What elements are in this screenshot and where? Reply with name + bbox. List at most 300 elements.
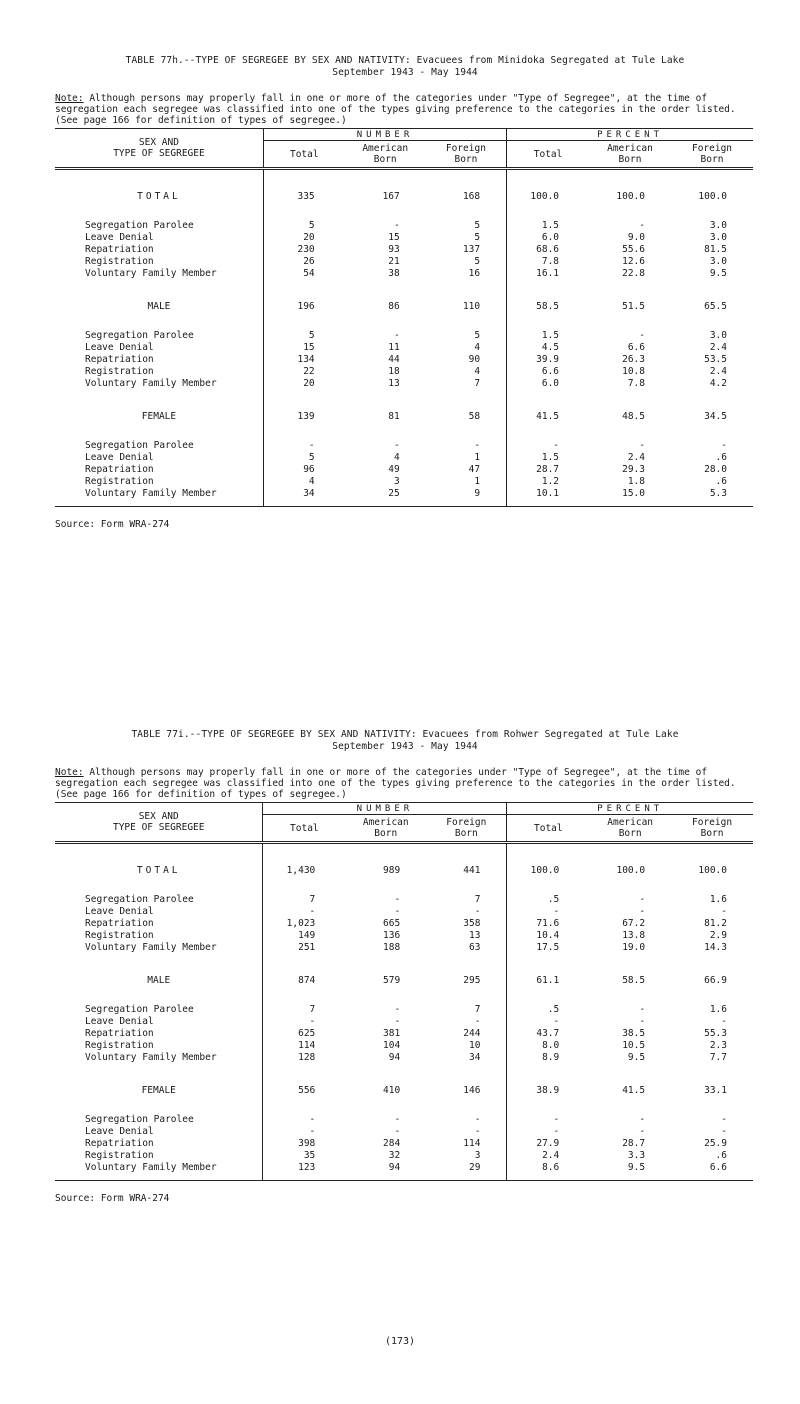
value-cell: 96 xyxy=(263,464,344,476)
table-row xyxy=(55,1040,753,1052)
value-cell: - xyxy=(639,330,645,341)
value-cell: 81.2 xyxy=(704,918,727,929)
summary-cell: 196 xyxy=(263,296,344,318)
value-cell: 134 xyxy=(263,354,344,366)
table-row xyxy=(55,1004,753,1016)
summary-cell: 295 xyxy=(463,975,481,986)
value-cell: - xyxy=(639,220,645,231)
summary-cell: 579 xyxy=(383,975,401,986)
value-cell: 19.0 xyxy=(622,942,646,953)
group-header-number: NUMBER xyxy=(263,129,506,141)
value-cell: 8.6 xyxy=(507,1162,589,1174)
value-cell: - xyxy=(639,1126,646,1137)
table-row xyxy=(55,942,753,954)
value-cell: - xyxy=(721,440,727,451)
table-row xyxy=(55,476,753,488)
table-title xyxy=(55,729,755,753)
value-cell: .6 xyxy=(715,1150,727,1161)
value-cell: 28.0 xyxy=(704,464,727,475)
summary-cell: 874 xyxy=(263,970,345,992)
source-note: Source: Form WRA-274 xyxy=(55,1193,170,1204)
value-cell: 6.0 xyxy=(507,232,589,244)
value-cell: 1.8 xyxy=(627,476,645,487)
value-cell: 251 xyxy=(263,942,345,954)
value-cell: 28.7 xyxy=(507,464,589,476)
section-row-female xyxy=(55,1080,753,1102)
value-cell: 14.3 xyxy=(704,942,727,953)
value-cell: 15 xyxy=(388,232,400,243)
value-cell: 3 xyxy=(474,1150,481,1161)
value-cell: 5 xyxy=(474,232,481,243)
section-label: TOTAL xyxy=(137,191,181,202)
value-cell: 10.5 xyxy=(622,1040,646,1051)
value-cell: 43.7 xyxy=(507,1028,589,1040)
value-cell: 665 xyxy=(383,918,401,929)
value-cell: - xyxy=(721,1114,727,1125)
table-row xyxy=(55,354,753,366)
value-cell: 67.2 xyxy=(622,918,646,929)
value-cell: 3.0 xyxy=(709,256,727,267)
value-cell: 38.5 xyxy=(622,1028,646,1039)
table-row xyxy=(55,452,753,464)
column-header-type: SEX AND TYPE OF SEGREGEE xyxy=(55,129,263,168)
value-cell: 2.4 xyxy=(709,366,727,377)
value-cell: 9.5 xyxy=(709,268,727,279)
note-text: Although persons may properly fall in one or more of the categories under "Type of Segregee", at the time of segregation each segregee was classified into one of the types giving preference to the categories in the order listed. (See page 166 for definition of types of segregee.) xyxy=(55,767,736,800)
value-cell: 16.1 xyxy=(507,268,589,280)
value-cell: 94 xyxy=(388,1162,401,1173)
table-body xyxy=(55,843,753,1181)
value-cell: 7 xyxy=(263,894,345,906)
value-cell: 81.5 xyxy=(704,244,727,255)
value-cell: 71.6 xyxy=(507,918,589,930)
value-cell: 13.8 xyxy=(622,930,646,941)
table-row xyxy=(55,906,753,918)
value-cell: 9 xyxy=(474,488,481,499)
value-cell: 4.5 xyxy=(507,342,589,354)
row-label: Repatriation xyxy=(85,1028,154,1039)
row-label: Repatriation xyxy=(85,244,154,255)
summary-cell: 100.0 xyxy=(616,191,645,202)
value-cell: 55.3 xyxy=(704,1028,727,1039)
value-cell: 7 xyxy=(474,378,481,389)
value-cell: - xyxy=(721,906,727,917)
value-cell: 381 xyxy=(383,1028,401,1039)
value-cell: 12.6 xyxy=(622,256,645,267)
value-cell: 34 xyxy=(263,488,344,500)
table-note xyxy=(55,767,755,800)
value-cell: - xyxy=(639,894,646,905)
value-cell: 6.0 xyxy=(507,378,589,390)
value-cell: 7 xyxy=(474,1004,481,1015)
value-cell: - xyxy=(507,1126,589,1138)
value-cell: 5 xyxy=(474,256,481,267)
value-cell: 20 xyxy=(263,232,344,244)
section-label: MALE xyxy=(147,975,171,986)
table-title-line1: TABLE 77h.--TYPE OF SEGREGEE BY SEX AND NATIVITY: Evacuees from Minidoka Segregated at Tule Lake xyxy=(125,55,685,66)
page-number: (173) xyxy=(384,1336,416,1347)
value-cell: 16 xyxy=(468,268,481,279)
value-cell: - xyxy=(474,1114,481,1125)
value-cell: 1 xyxy=(474,452,481,463)
row-label: Segregation Parolee xyxy=(85,440,194,451)
section-row-total xyxy=(55,186,753,208)
value-cell: 137 xyxy=(462,244,481,255)
value-cell: 34 xyxy=(468,1052,481,1063)
summary-cell: 167 xyxy=(382,191,400,202)
value-cell: 63 xyxy=(468,942,481,953)
value-cell: 398 xyxy=(263,1138,345,1150)
table-row xyxy=(55,232,753,244)
summary-cell: 100.0 xyxy=(698,191,727,202)
value-cell: 10.8 xyxy=(622,366,645,377)
value-cell: - xyxy=(721,1126,727,1137)
note-label: Note: xyxy=(55,93,84,104)
table-row xyxy=(55,220,753,232)
value-cell: 7.8 xyxy=(507,256,589,268)
value-cell: 1.2 xyxy=(507,476,589,488)
value-cell: - xyxy=(394,906,401,917)
value-cell: 13 xyxy=(388,378,400,389)
row-label: Registration xyxy=(85,1040,154,1051)
table-row xyxy=(55,440,753,452)
value-cell: 104 xyxy=(383,1040,401,1051)
summary-cell: 410 xyxy=(383,1085,401,1096)
value-cell: - xyxy=(394,1126,401,1137)
value-cell: 3.0 xyxy=(709,220,727,231)
value-cell: 20 xyxy=(263,378,344,390)
table-body xyxy=(55,169,753,507)
value-cell: 8.0 xyxy=(507,1040,589,1052)
value-cell: .6 xyxy=(715,452,727,463)
value-cell: 94 xyxy=(388,1052,401,1063)
value-cell: 22 xyxy=(263,366,344,378)
value-cell: - xyxy=(394,330,400,341)
source-note: Source: Form WRA-274 xyxy=(55,519,170,530)
value-cell: 1.5 xyxy=(507,330,589,342)
summary-cell: 38.9 xyxy=(507,1080,589,1102)
table-77h-block xyxy=(55,55,755,530)
row-label: Segregation Parolee xyxy=(85,220,194,231)
table-title-line2: September 1943 - May 1944 xyxy=(332,67,478,78)
table-row xyxy=(55,894,753,906)
value-cell: 44 xyxy=(388,354,400,365)
summary-cell: 58.5 xyxy=(507,296,589,318)
table-row xyxy=(55,1126,753,1138)
table-header xyxy=(55,129,753,169)
summary-cell: 146 xyxy=(463,1085,481,1096)
summary-cell: 58.5 xyxy=(622,975,646,986)
row-label: Segregation Parolee xyxy=(85,1114,194,1125)
value-cell: 7.7 xyxy=(709,1052,727,1063)
value-cell: 2.4 xyxy=(709,342,727,353)
row-label: Voluntary Family Member xyxy=(85,1162,217,1173)
value-cell: 3.0 xyxy=(709,330,727,341)
value-cell: 358 xyxy=(463,918,481,929)
table-row xyxy=(55,488,753,500)
section-label: FEMALE xyxy=(141,411,177,422)
value-cell: 68.6 xyxy=(507,244,589,256)
value-cell: 5 xyxy=(474,330,481,341)
value-cell: 1.5 xyxy=(507,220,589,232)
summary-cell: 989 xyxy=(383,865,401,876)
value-cell: 9.0 xyxy=(627,232,645,243)
row-label: Voluntary Family Member xyxy=(85,1052,217,1063)
column-header-percent-foreign-born: Foreign Born xyxy=(691,143,733,165)
value-cell: 7 xyxy=(263,1004,345,1016)
value-cell: 4.2 xyxy=(709,378,727,389)
value-cell: 284 xyxy=(383,1138,401,1149)
value-cell: 114 xyxy=(263,1040,345,1052)
value-cell: 2.4 xyxy=(627,452,645,463)
summary-cell: 41.5 xyxy=(507,406,589,428)
value-cell: - xyxy=(507,1114,589,1126)
value-cell: - xyxy=(639,1004,646,1015)
value-cell: 28.7 xyxy=(622,1138,646,1149)
row-label: Leave Denial xyxy=(85,906,154,917)
value-cell: 15.0 xyxy=(622,488,645,499)
column-header-percent-american-born: American Born xyxy=(607,143,653,165)
value-cell: - xyxy=(263,440,344,452)
section-label: FEMALE xyxy=(141,1085,176,1096)
row-label: Leave Denial xyxy=(85,232,154,243)
note-label: Note: xyxy=(55,767,84,778)
value-cell: 4 xyxy=(474,342,481,353)
table-row xyxy=(55,378,753,390)
summary-cell: 100.0 xyxy=(507,186,589,208)
value-cell: 5 xyxy=(474,220,481,231)
column-header-percent-foreign-born: Foreign Born xyxy=(692,817,733,839)
table-title xyxy=(55,55,755,79)
value-cell: 2.4 xyxy=(507,1150,589,1162)
group-header-number: NUMBER xyxy=(263,803,507,815)
summary-cell: 41.5 xyxy=(622,1085,646,1096)
value-cell: 39.9 xyxy=(507,354,589,366)
value-cell: 188 xyxy=(383,942,401,953)
value-cell: 4 xyxy=(394,452,400,463)
row-label: Voluntary Family Member xyxy=(85,488,217,499)
value-cell: 10.1 xyxy=(507,488,589,500)
table-row xyxy=(55,1052,753,1064)
table-row xyxy=(55,330,753,342)
value-cell: 29.3 xyxy=(622,464,645,475)
value-cell: 93 xyxy=(388,244,400,255)
table-row xyxy=(55,918,753,930)
table-row xyxy=(55,1162,753,1174)
value-cell: 1.6 xyxy=(709,1004,727,1015)
value-cell: - xyxy=(507,1016,589,1028)
data-table xyxy=(55,802,753,1181)
row-label: Repatriation xyxy=(85,1138,154,1149)
value-cell: - xyxy=(639,1114,646,1125)
table-row xyxy=(55,342,753,354)
value-cell: 123 xyxy=(263,1162,345,1174)
table-row xyxy=(55,464,753,476)
value-cell: - xyxy=(474,1016,481,1027)
summary-cell: 100.0 xyxy=(698,865,727,876)
value-cell: 3.3 xyxy=(627,1150,646,1161)
table-row xyxy=(55,1138,753,1150)
summary-cell: 1,430 xyxy=(263,860,345,882)
value-cell: - xyxy=(263,1016,345,1028)
column-header-percent-total: Total xyxy=(507,815,589,842)
value-cell: 8.9 xyxy=(507,1052,589,1064)
value-cell: 15 xyxy=(263,342,344,354)
summary-cell: 110 xyxy=(462,301,481,312)
section-row-female xyxy=(55,406,753,428)
table-row xyxy=(55,1016,753,1028)
value-cell: 27.9 xyxy=(507,1138,589,1150)
value-cell: 1.5 xyxy=(507,452,589,464)
value-cell: 5 xyxy=(263,330,344,342)
table-77i-block xyxy=(55,729,755,1204)
summary-cell: 48.5 xyxy=(622,411,645,422)
value-cell: - xyxy=(263,1114,345,1126)
section-label: TOTAL xyxy=(136,865,181,876)
value-cell: 18 xyxy=(388,366,400,377)
value-cell: 35 xyxy=(263,1150,345,1162)
row-label: Repatriation xyxy=(85,918,154,929)
value-cell: 114 xyxy=(463,1138,481,1149)
value-cell: 1,023 xyxy=(263,918,345,930)
row-label: Registration xyxy=(85,366,154,377)
value-cell: 49 xyxy=(388,464,400,475)
summary-cell: 34.5 xyxy=(704,411,727,422)
value-cell: 1 xyxy=(474,476,481,487)
value-cell: 55.6 xyxy=(622,244,645,255)
summary-cell: 65.5 xyxy=(704,301,727,312)
value-cell: 2.3 xyxy=(709,1040,727,1051)
value-cell: 90 xyxy=(468,354,481,365)
column-header-percent-american-born: American Born xyxy=(607,817,654,839)
row-label: Voluntary Family Member xyxy=(85,942,217,953)
row-label: Voluntary Family Member xyxy=(85,268,217,279)
table-title-line2: September 1943 - May 1944 xyxy=(332,741,478,752)
summary-cell: 556 xyxy=(263,1080,345,1102)
summary-cell: 81 xyxy=(388,411,400,422)
table-row xyxy=(55,366,753,378)
value-cell: 47 xyxy=(468,464,481,475)
row-label: Repatriation xyxy=(85,354,154,365)
value-cell: - xyxy=(263,1126,345,1138)
value-cell: 53.5 xyxy=(704,354,727,365)
table-title-line1: TABLE 77i.--TYPE OF SEGREGEE BY SEX AND NATIVITY: Evacuees from Rohwer Segregated at Tule Lake xyxy=(131,729,679,740)
value-cell: 6.6 xyxy=(709,1162,727,1173)
table-row xyxy=(55,930,753,942)
row-label: Leave Denial xyxy=(85,1126,154,1137)
value-cell: - xyxy=(394,894,401,905)
value-cell: 21 xyxy=(388,256,400,267)
value-cell: - xyxy=(639,906,646,917)
table-header xyxy=(55,803,753,843)
value-cell: 9.5 xyxy=(627,1052,646,1063)
summary-cell: 66.9 xyxy=(704,975,727,986)
summary-cell: 86 xyxy=(388,301,400,312)
value-cell: 136 xyxy=(383,930,401,941)
value-cell: - xyxy=(474,1126,481,1137)
value-cell: 22.8 xyxy=(622,268,645,279)
value-cell: 5 xyxy=(263,452,344,464)
value-cell: 11 xyxy=(388,342,400,353)
value-cell: 7.8 xyxy=(627,378,645,389)
value-cell: - xyxy=(394,440,400,451)
data-table xyxy=(55,128,753,507)
value-cell: - xyxy=(639,1016,646,1027)
row-label: Registration xyxy=(85,1150,154,1161)
column-header-number-total: Total xyxy=(263,141,344,168)
value-cell: 4 xyxy=(474,366,481,377)
summary-cell: 100.0 xyxy=(616,865,646,876)
value-cell: 149 xyxy=(263,930,345,942)
value-cell: 7 xyxy=(474,894,481,905)
column-header-percent-total: Total xyxy=(507,141,589,168)
value-cell: - xyxy=(394,1004,401,1015)
value-cell: 6.6 xyxy=(507,366,589,378)
table-row xyxy=(55,244,753,256)
value-cell: - xyxy=(639,440,645,451)
value-cell: 6.6 xyxy=(627,342,645,353)
value-cell: 5.3 xyxy=(709,488,727,499)
section-row-total xyxy=(55,860,753,882)
value-cell: 3.0 xyxy=(709,232,727,243)
row-label: Voluntary Family Member xyxy=(85,378,217,389)
table-row xyxy=(55,1150,753,1162)
row-label: Repatriation xyxy=(85,464,154,475)
summary-cell: 441 xyxy=(463,865,481,876)
value-cell: 10.4 xyxy=(507,930,589,942)
value-cell: 3 xyxy=(394,476,400,487)
value-cell: 25 xyxy=(388,488,400,499)
value-cell: 2.9 xyxy=(709,930,727,941)
value-cell: - xyxy=(721,1016,727,1027)
group-header-percent: PERCENT xyxy=(507,129,753,141)
column-header-number-foreign-born: Foreign Born xyxy=(445,143,486,165)
value-cell: - xyxy=(474,906,481,917)
row-label: Segregation Parolee xyxy=(85,894,194,905)
summary-cell: 61.1 xyxy=(507,970,589,992)
value-cell: 32 xyxy=(388,1150,401,1161)
value-cell: 4 xyxy=(263,476,344,488)
row-label: Segregation Parolee xyxy=(85,330,194,341)
value-cell: 128 xyxy=(263,1052,345,1064)
column-header-number-american-born: American Born xyxy=(362,143,409,165)
value-cell: .5 xyxy=(507,1004,589,1016)
value-cell: - xyxy=(394,1114,401,1125)
value-cell: - xyxy=(394,1016,401,1027)
value-cell: - xyxy=(507,906,589,918)
column-header-number-foreign-born: Foreign Born xyxy=(446,817,487,839)
group-header-percent: PERCENT xyxy=(507,803,753,815)
row-label: Registration xyxy=(85,476,154,487)
value-cell: - xyxy=(394,220,400,231)
summary-cell: 335 xyxy=(263,186,344,208)
summary-cell: 51.5 xyxy=(622,301,645,312)
table-row xyxy=(55,1114,753,1126)
value-cell: - xyxy=(263,906,345,918)
summary-cell: 33.1 xyxy=(704,1085,727,1096)
summary-cell: 168 xyxy=(462,191,481,202)
value-cell: .5 xyxy=(507,894,589,906)
table-row xyxy=(55,256,753,268)
value-cell: 625 xyxy=(263,1028,345,1040)
section-label: MALE xyxy=(147,301,171,312)
summary-cell: 139 xyxy=(263,406,344,428)
value-cell: 38 xyxy=(388,268,400,279)
value-cell: 26.3 xyxy=(622,354,645,365)
value-cell: - xyxy=(474,440,481,451)
table-row xyxy=(55,1028,753,1040)
row-label: Segregation Parolee xyxy=(85,1004,194,1015)
